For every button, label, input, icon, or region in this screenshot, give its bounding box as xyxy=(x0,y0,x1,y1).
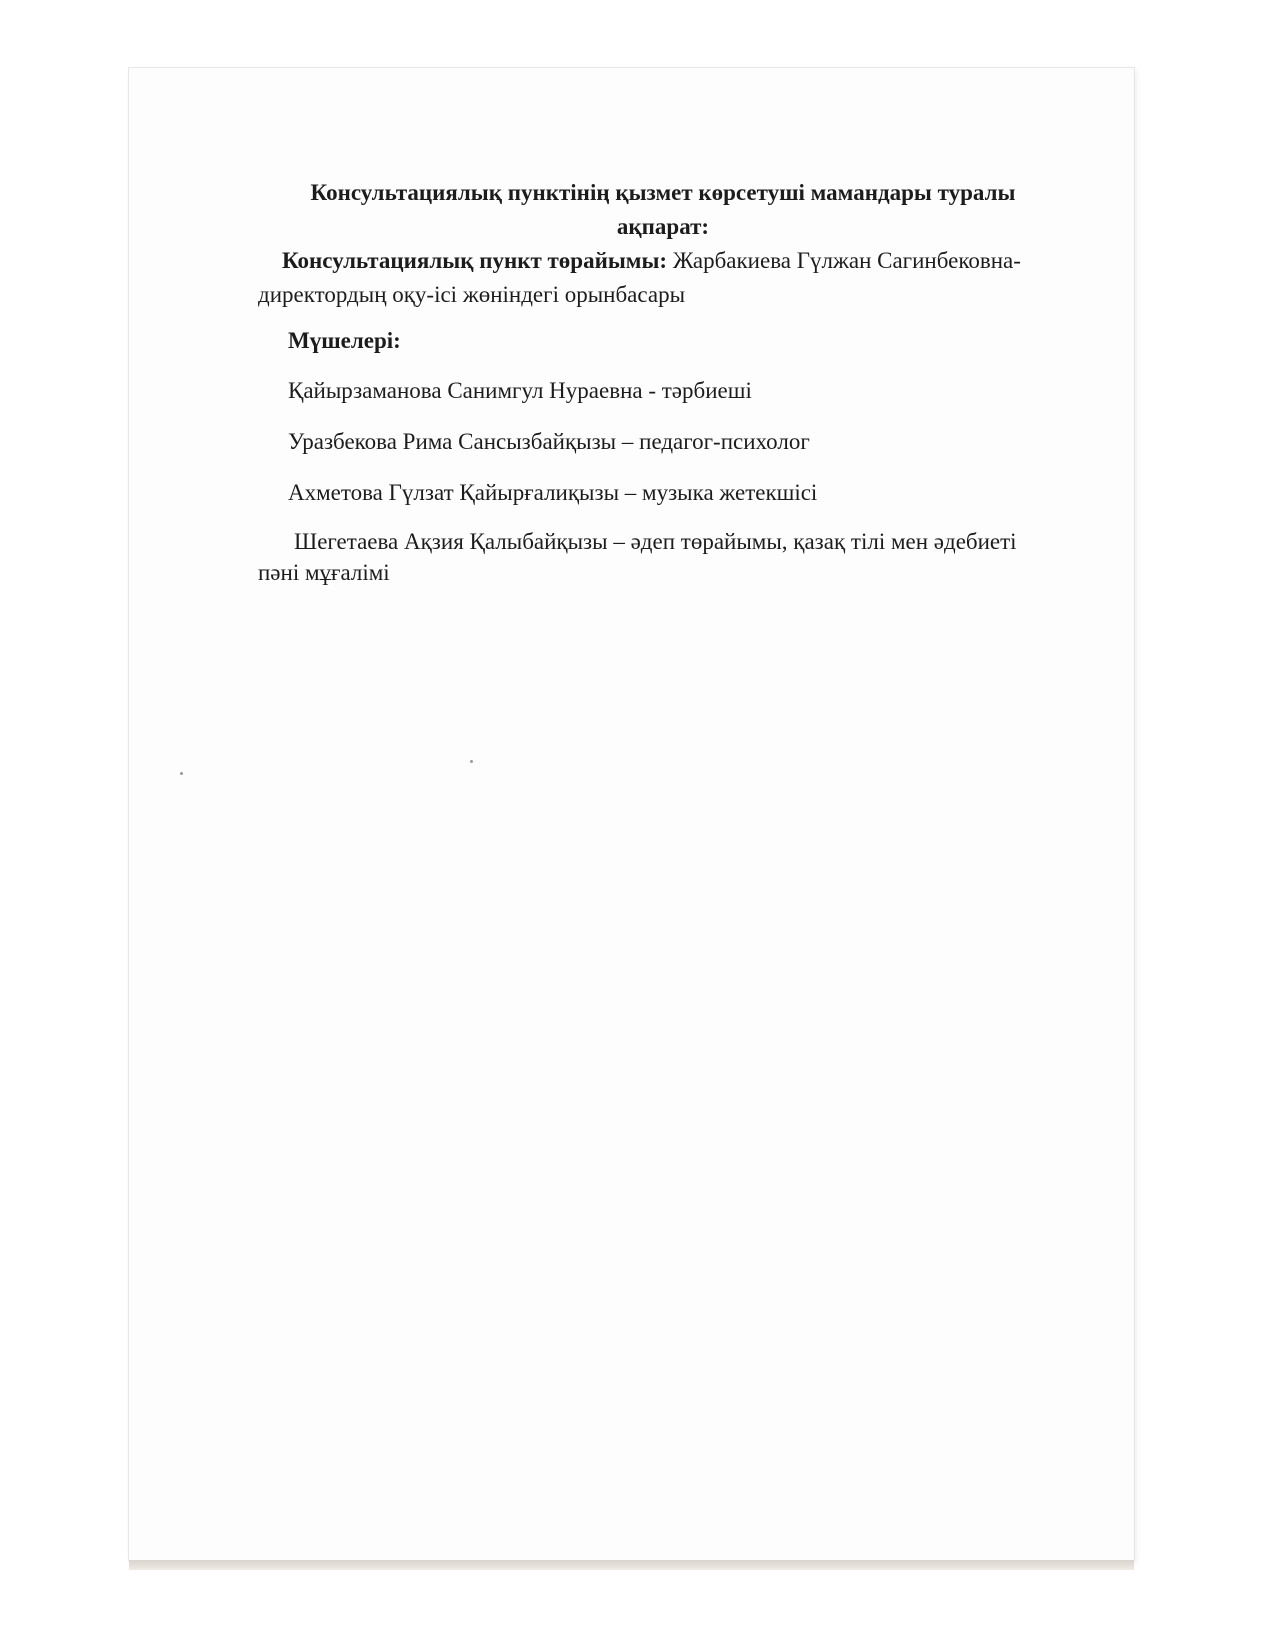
member-item-last-line-2: пәні мұғалімі xyxy=(258,560,390,585)
dust-speck xyxy=(180,772,183,775)
member-item: Қайырзаманова Санимгул Нураевна - тәрбиеші xyxy=(288,378,752,403)
title-line-2: ақпарат: xyxy=(616,214,710,239)
title-line-1: Консультациялық пунктінің қызмет көрсетуші мамандары туралы xyxy=(310,180,1016,205)
member-item: Ахметова Гүлзат Қайырғалиқызы – музыка жетекшісі xyxy=(288,480,818,505)
chair-line xyxy=(282,244,1021,278)
member-item: Уразбекова Рима Сансызбайқызы – педагог-психолог xyxy=(288,429,810,454)
chair-role: директордың оқу-ісі жөніндегі орынбасары xyxy=(258,282,686,307)
members-heading: Мүшелері: xyxy=(288,328,401,353)
dust-speck xyxy=(470,760,473,763)
member-item-last-line-1: Шегетаева Ақзия Қалыбайқызы – әдеп төрайымы, қазақ тілі мен әдебиеті xyxy=(294,529,1017,554)
document-title xyxy=(268,176,1058,244)
chair-name: Жарбакиева Гүлжан Сагинбековна- xyxy=(667,248,1021,273)
chair-label: Консультациялық пункт төрайымы: xyxy=(282,248,668,273)
paper-edge-shadow xyxy=(129,1560,1134,1570)
